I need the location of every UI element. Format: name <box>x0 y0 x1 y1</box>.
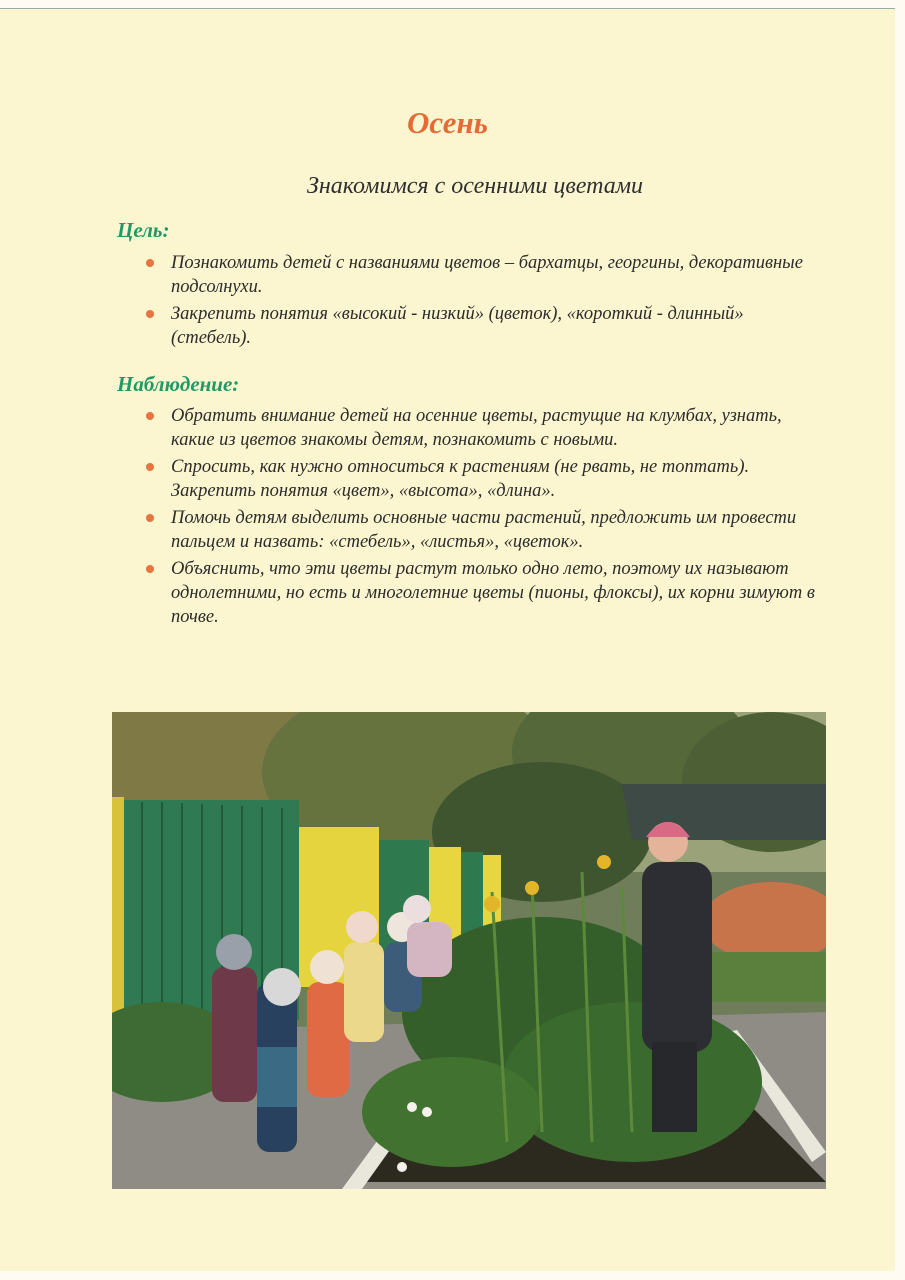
page-subtitle: Знакомимся с осенними цветами <box>306 173 644 199</box>
goal-list <box>140 251 820 353</box>
observation-heading: Наблюдение: <box>117 372 240 396</box>
photo-children-flowerbed <box>112 712 826 1189</box>
page-title: Осень <box>407 105 488 140</box>
list-item: Помочь детям выделить основные части растений, предложить им провести пальцем и назвать: «стебель», «листья», «цветок». <box>140 506 820 554</box>
list-item: Познакомить детей с названиями цветов – бархатцы, георгины, декоративные подсолнухи. <box>140 251 820 299</box>
list-item: Объяснить, что эти цветы растут только одно лето, поэтому их называют однолетними, но есть и многолетние цветы (пионы, флоксы), их корни зимуют в почве. <box>140 557 820 629</box>
photo-illustration <box>112 712 826 1189</box>
observation-list <box>140 404 820 632</box>
goal-heading: Цель: <box>117 218 170 242</box>
document-page <box>0 8 895 1271</box>
list-item: Спросить, как нужно относиться к растениям (не рвать, не топтать). Закрепить понятия «цвет», «высота», «длина». <box>140 455 820 503</box>
list-item: Закрепить понятия «высокий - низкий» (цветок), «короткий - длинный» (стебель). <box>140 302 820 350</box>
list-item: Обратить внимание детей на осенние цветы, растущие на клумбах, узнать, какие из цветов знакомы детям, познакомить с новыми. <box>140 404 820 452</box>
